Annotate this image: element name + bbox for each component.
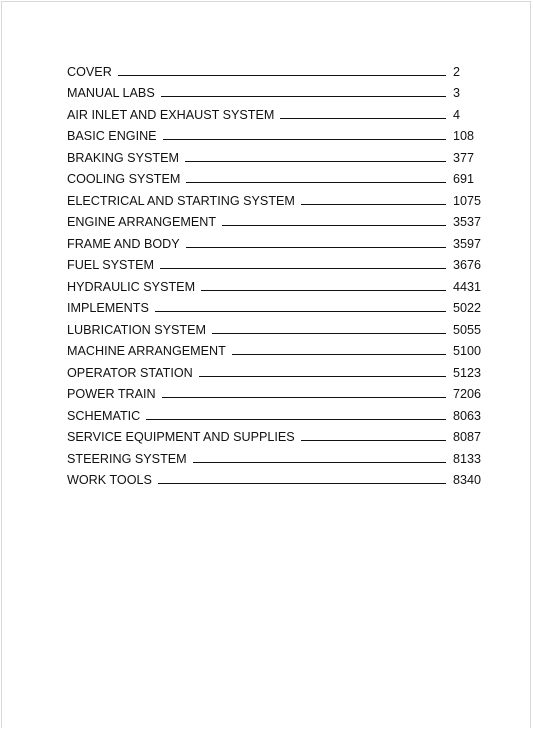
toc-entry-title: MANUAL LABS xyxy=(67,86,155,100)
toc-entry-page-number: 691 xyxy=(453,172,475,186)
toc-leader-line xyxy=(212,333,446,334)
toc-entry[interactable] xyxy=(67,315,487,337)
toc-entry[interactable] xyxy=(67,423,487,445)
toc-entry[interactable] xyxy=(67,358,487,380)
toc-entry[interactable] xyxy=(67,186,487,208)
toc-entry-page-number: 4 xyxy=(453,107,461,122)
toc-leader-line xyxy=(155,311,446,312)
toc-entry-title: IMPLEMENTS xyxy=(67,301,149,315)
toc-entry-page-number: 5100 xyxy=(453,344,482,358)
toc-entry-page-number: 1075 xyxy=(453,193,482,208)
toc-entry[interactable] xyxy=(67,294,487,316)
toc-entry[interactable] xyxy=(67,143,487,165)
toc-entry-title: STEERING SYSTEM xyxy=(67,451,187,466)
toc-entry-title: MACHINE ARRANGEMENT xyxy=(67,344,226,358)
toc-leader-line xyxy=(162,397,446,398)
toc-entry-page-number: 3676 xyxy=(453,258,482,272)
toc-entry-page-number: 8133 xyxy=(453,451,482,466)
toc-entry-title: FRAME AND BODY xyxy=(67,236,180,251)
toc-leader-line xyxy=(185,161,446,162)
toc-entry-page-number: 5123 xyxy=(453,365,482,380)
toc-entry-page-number: 8087 xyxy=(453,430,482,444)
toc-entry[interactable] xyxy=(67,466,487,488)
toc-leader-line xyxy=(161,96,446,97)
toc-leader-line xyxy=(158,483,446,484)
toc-entry[interactable] xyxy=(67,165,487,187)
toc-leader-line xyxy=(201,290,446,291)
toc-leader-line xyxy=(232,354,446,355)
toc-leader-line xyxy=(163,139,446,140)
toc-entry[interactable] xyxy=(67,251,487,273)
toc-leader-line xyxy=(199,376,446,377)
toc-leader-line xyxy=(301,204,446,205)
toc-entry[interactable] xyxy=(67,444,487,466)
toc-entry[interactable] xyxy=(67,122,487,144)
toc-entry-page-number: 8340 xyxy=(453,473,482,487)
toc-entry-page-number: 7206 xyxy=(453,387,482,401)
toc-entry-page-number: 4431 xyxy=(453,279,482,294)
toc-leader-line xyxy=(280,118,446,119)
toc-entry-title: COOLING SYSTEM xyxy=(67,172,181,186)
toc-entry-page-number: 108 xyxy=(453,129,475,143)
toc-entry-title: LUBRICATION SYSTEM xyxy=(67,322,207,337)
toc-entry[interactable] xyxy=(67,208,487,230)
toc-entry-title: AIR INLET AND EXHAUST SYSTEM xyxy=(67,107,275,122)
toc-entry-title: COVER xyxy=(67,64,112,79)
toc-entry-page-number: 3 xyxy=(453,86,461,100)
toc-leader-line xyxy=(146,419,446,420)
toc-entry-title: ENGINE ARRANGEMENT xyxy=(67,215,217,229)
toc-entry[interactable] xyxy=(67,401,487,423)
toc-entry-title: BRAKING SYSTEM xyxy=(67,150,179,165)
table-of-contents xyxy=(67,57,487,487)
toc-entry-page-number: 3537 xyxy=(453,215,482,229)
toc-entry-title: POWER TRAIN xyxy=(67,387,156,401)
toc-entry[interactable] xyxy=(67,100,487,122)
toc-entry-page-number: 2 xyxy=(453,64,461,79)
toc-entry-title: HYDRAULIC SYSTEM xyxy=(67,279,196,294)
toc-entry-page-number: 3597 xyxy=(453,236,482,251)
toc-entry-title: SERVICE EQUIPMENT AND SUPPLIES xyxy=(67,430,295,444)
toc-entry-title: SCHEMATIC xyxy=(67,408,141,423)
toc-entry[interactable] xyxy=(67,229,487,251)
toc-entry-page-number: 8063 xyxy=(453,408,482,423)
toc-leader-line xyxy=(222,225,446,226)
toc-entry-page-number: 5022 xyxy=(453,301,482,315)
toc-leader-line xyxy=(160,268,446,269)
toc-leader-line xyxy=(301,440,446,441)
toc-entry[interactable] xyxy=(67,57,487,79)
toc-entry-title: FUEL SYSTEM xyxy=(67,258,155,272)
toc-entry-title: BASIC ENGINE xyxy=(67,129,157,143)
toc-entry[interactable] xyxy=(67,380,487,402)
toc-leader-line xyxy=(193,462,446,463)
toc-leader-line xyxy=(186,247,446,248)
toc-leader-line xyxy=(118,75,446,76)
toc-entry[interactable] xyxy=(67,337,487,359)
toc-entry-title: ELECTRICAL AND STARTING SYSTEM xyxy=(67,193,295,208)
toc-entry-page-number: 377 xyxy=(453,150,475,165)
toc-entry[interactable] xyxy=(67,272,487,294)
toc-entry-title: WORK TOOLS xyxy=(67,473,152,487)
toc-entry[interactable] xyxy=(67,79,487,101)
toc-leader-line xyxy=(186,182,446,183)
document-page xyxy=(1,1,531,728)
toc-entry-title: OPERATOR STATION xyxy=(67,365,193,380)
toc-entry-page-number: 5055 xyxy=(453,322,482,337)
